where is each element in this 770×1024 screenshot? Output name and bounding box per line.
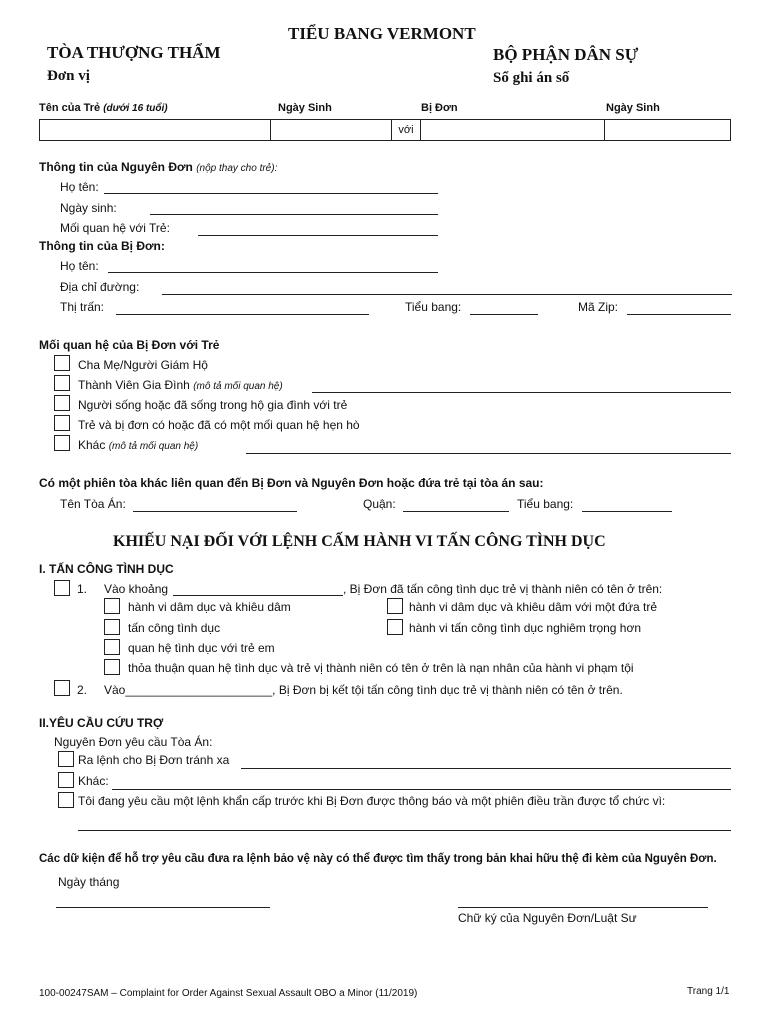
other-case-text: Có một phiên tòa khác liên quan đến Bị Đơn và Nguyên Đơn hoặc đứa trẻ tại tòa án sau: (39, 476, 544, 490)
relief-emergency-checkbox[interactable] (58, 792, 74, 808)
section-1-heading: I. TẤN CÔNG TÌNH DỤC (39, 562, 174, 576)
defendant-state-label: Tiểu bang: (405, 300, 462, 314)
date-field[interactable] (56, 907, 270, 908)
relief-stay-away-label: Ra lệnh cho Bị Đơn tránh xa (78, 753, 230, 767)
act-lewd-child-checkbox[interactable] (387, 598, 403, 614)
plaintiff-name-field[interactable] (104, 193, 438, 194)
other-case-court-label: Tên Tòa Án: (60, 497, 126, 511)
plaintiff-heading: Thông tin của Nguyên Đơn (nộp thay cho trẻ): (39, 160, 278, 174)
state-title: TIỂU BANG VERMONT (288, 24, 476, 43)
relationship-family-field[interactable] (312, 392, 731, 393)
child-dob-label: Ngày Sinh (278, 102, 332, 114)
defendant-zip-label: Mã Zip: (578, 300, 619, 314)
other-case-state-label: Tiểu bang: (517, 497, 574, 511)
defendant-heading: Thông tin của Bị Đơn: (39, 239, 165, 253)
relief-emergency-field[interactable] (78, 830, 731, 831)
form-id: 100-00247SAM – Complaint for Order Against Sexual Assault OBO a Minor (11/2019) (39, 988, 418, 999)
act-consent-label: thỏa thuận quan hệ tình dục và trẻ vị thành niên có tên ở trên là nạn nhân của hành vi phạm tội (128, 661, 634, 675)
act-assault-label: tấn công tình dục (128, 621, 221, 635)
relationship-household-checkbox[interactable] (54, 395, 70, 411)
defendant-name-field[interactable] (421, 120, 605, 141)
item-1-date-field[interactable] (173, 595, 343, 596)
act-incest-checkbox[interactable] (104, 639, 120, 655)
defendant-dob-field[interactable] (605, 120, 731, 141)
relief-emergency-label: Tôi đang yêu cầu một lệnh khẩn cấp trước khi Bị Đơn được thông báo và một phiên điều trần được tổ chức vì: (78, 794, 666, 808)
plaintiff-name-label: Họ tên: (60, 180, 99, 194)
relief-other-checkbox[interactable] (58, 772, 74, 788)
unit-label: Đơn vị (47, 68, 90, 84)
relief-other-label: Khác: (78, 774, 109, 788)
item-1-suffix: , Bị Đơn đã tấn công tình dục trẻ vị thành niên có tên ở trên: (343, 582, 663, 596)
defendant-town-label: Thị trấn: (60, 300, 105, 314)
defendant-name-field[interactable] (108, 272, 438, 273)
item-1-prefix: Vào khoảng (104, 582, 169, 596)
relief-stay-away-checkbox[interactable] (58, 751, 74, 767)
item-1-number: 1. (77, 582, 88, 596)
docket-label: Sổ ghi án số (493, 70, 570, 86)
act-aggravated-checkbox[interactable] (387, 619, 403, 635)
act-lewd-label: hành vi dâm dục và khiêu dâm (128, 600, 291, 614)
child-name-field[interactable] (40, 120, 271, 141)
defendant-dob-label: Ngày Sinh (606, 102, 660, 114)
defendant-address-field[interactable] (162, 294, 732, 295)
relationship-dating-label: Trẻ và bị đơn có hoặc đã có một mối quan hệ hẹn hò (78, 418, 360, 432)
other-case-state-field[interactable] (582, 511, 672, 512)
signature-label: Chữ ký của Nguyên Đơn/Luật Sư (458, 911, 637, 925)
relationship-family-checkbox[interactable] (54, 375, 70, 391)
act-lewd-child-label: hành vi dâm dục và khiêu dâm với một đứa trẻ (409, 600, 658, 614)
child-dob-field[interactable] (271, 120, 392, 141)
relief-other-field[interactable] (112, 789, 731, 790)
item-2-number: 2. (77, 683, 88, 697)
caption-table (39, 119, 731, 141)
act-lewd-checkbox[interactable] (104, 598, 120, 614)
item-2-text: Vào______________________, Bị Đơn bị kết tội tấn công tình dục trẻ vị thành niên có tên ở trên. (104, 683, 623, 697)
item-2-checkbox[interactable] (54, 680, 70, 696)
other-case-county-field[interactable] (403, 511, 509, 512)
act-assault-checkbox[interactable] (104, 619, 120, 635)
other-case-county-label: Quận: (363, 497, 396, 511)
complaint-title: KHIẾU NẠI ĐỐI VỚI LỆNH CẤM HÀNH VI TẤN CÔNG TÌNH DỤC (113, 533, 606, 550)
act-incest-label: quan hệ tình dục với trẻ em (128, 641, 275, 655)
relief-intro: Nguyên Đơn yêu cầu Tòa Án: (54, 735, 213, 749)
date-label: Ngày tháng (58, 875, 120, 889)
relationship-other-field[interactable] (246, 453, 731, 454)
page-number: Trang 1/1 (687, 986, 730, 997)
plaintiff-dob-field[interactable] (150, 214, 438, 215)
act-consent-checkbox[interactable] (104, 659, 120, 675)
division-name: BỘ PHẬN DÂN SỰ (493, 45, 639, 64)
facts-statement: Các dữ kiện để hỗ trợ yêu cầu đưa ra lệnh bảo vệ này có thể được tìm thấy trong bản khai hữu thệ đi kèm của Nguyên Đơn. (39, 853, 717, 865)
relationship-parent-label: Cha Mẹ/Người Giám Hộ (78, 358, 208, 372)
plaintiff-relation-label: Mối quan hệ với Trẻ: (60, 221, 170, 235)
relationship-dating-checkbox[interactable] (54, 415, 70, 431)
relationship-parent-checkbox[interactable] (54, 355, 70, 371)
relationship-household-label: Người sống hoặc đã sống trong hộ gia đình với trẻ (78, 398, 348, 412)
court-name: TÒA THƯỢNG THẨM (47, 43, 221, 62)
section-2-heading: II.YÊU CẦU CỨU TRỢ (39, 716, 164, 730)
item-1-checkbox[interactable] (54, 580, 70, 596)
child-name-label: Tên của Trẻ (dưới 16 tuổi) (39, 102, 168, 114)
act-aggravated-label: hành vi tấn công tình dục nghiêm trọng hơn (409, 621, 642, 635)
defendant-state-field[interactable] (470, 314, 538, 315)
defendant-zip-field[interactable] (627, 314, 731, 315)
plaintiff-dob-label: Ngày sinh: (60, 201, 117, 215)
plaintiff-relation-field[interactable] (198, 235, 438, 236)
versus-label: với (392, 120, 421, 141)
relationship-heading: Mối quan hệ của Bị Đơn với Trẻ (39, 338, 220, 352)
defendant-address-label: Địa chỉ đường: (60, 280, 140, 294)
defendant-town-field[interactable] (116, 314, 369, 315)
relief-stay-away-field[interactable] (241, 768, 731, 769)
defendant-label: Bị Đơn (421, 102, 458, 114)
relationship-other-label: Khác (mô tả mối quan hệ) (78, 438, 199, 452)
relationship-other-checkbox[interactable] (54, 435, 70, 451)
signature-field[interactable] (458, 907, 708, 908)
other-case-court-field[interactable] (133, 511, 297, 512)
relationship-family-label: Thành Viên Gia Đình (mô tả mối quan hệ) (78, 378, 283, 392)
defendant-name-label: Họ tên: (60, 259, 99, 273)
